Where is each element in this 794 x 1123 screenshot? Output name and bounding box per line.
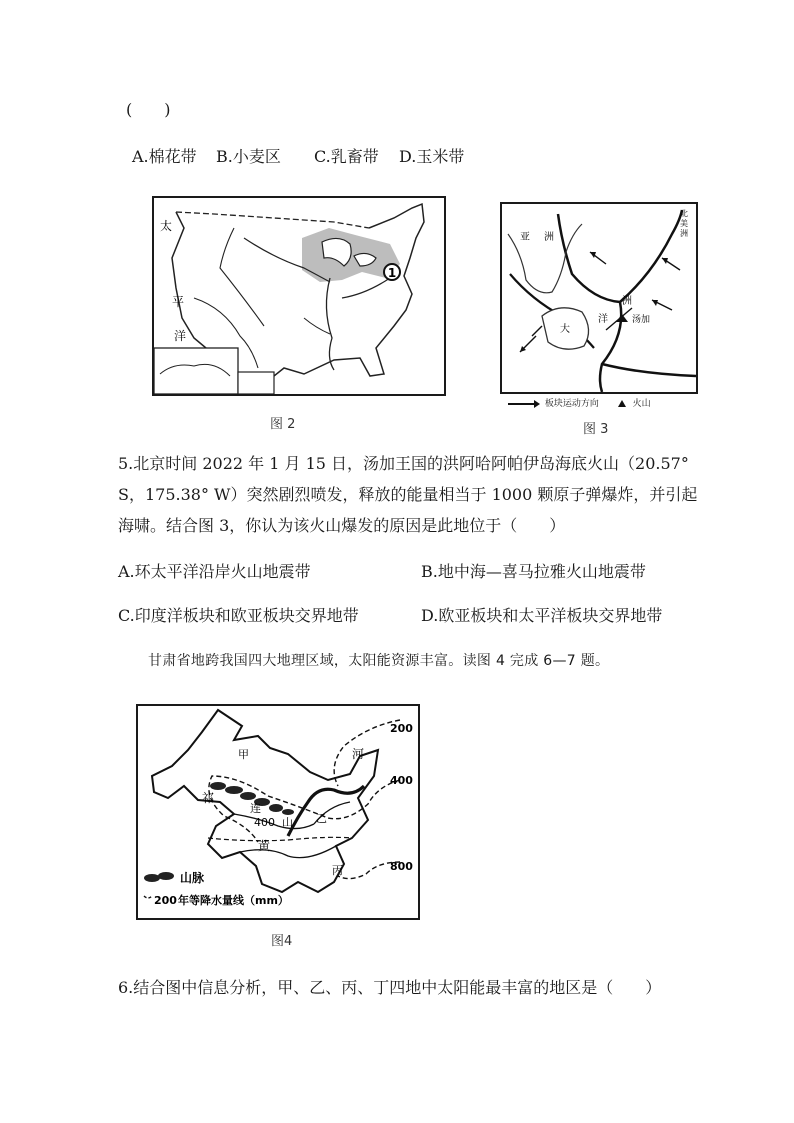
legend-volcano: 火山 [632, 399, 651, 409]
figure-4-gansu-map [136, 704, 420, 920]
q5-line-1: 5.北京时间 2022 年 1 月 15 日，汤加王国的洪阿哈阿帕伊岛海底火山（20.57° [118, 454, 689, 473]
label-oceania-1: 洲 [622, 296, 632, 307]
q5-option-d: D.欧亚板块和太平洋板块交界地带 [421, 606, 663, 625]
figure-4-caption: 图4 [271, 934, 293, 949]
legend-isohyet-text: 年等降水量线（mm） [178, 894, 289, 907]
section-intro: 甘肃省地跨我国四大地理区域，太阳能资源丰富。读图 4 完成 6—7 题。 [148, 653, 610, 669]
label-yang: 洋 [174, 329, 187, 343]
label-oceania-2: 大 [560, 324, 570, 335]
label-oceania-3: 洋 [598, 314, 608, 325]
label-qi: 祁 [202, 791, 215, 805]
label-ping: 平 [172, 295, 185, 309]
plate-motion-arrow-icon [508, 403, 536, 405]
label-yi: 乙 [316, 812, 327, 825]
legend-plate-motion: 板块运动方向 [544, 399, 599, 409]
label-iso400-b: 400 [254, 816, 275, 829]
gansu-map-drawing [138, 706, 418, 918]
label-tai: 太 [160, 219, 173, 233]
label-na-1: 北 [680, 209, 688, 218]
label-asia-1: 亚 [520, 232, 530, 243]
figure-2-usa-map [152, 196, 446, 396]
figure-3-plate-map [500, 202, 698, 394]
legend-mountain: 山脉 [180, 871, 205, 885]
figure-2-caption: 图 2 [270, 417, 296, 432]
legend-isohyet-value: 200 [154, 894, 177, 907]
figure-3-legend [508, 396, 698, 410]
q4-answer-blank: ( ) [126, 100, 171, 119]
label-tonga: 汤加 [632, 315, 651, 325]
q5-line-3: 海啸。结合图 3，你认为该火山爆发的原因是此地位于（ ） [118, 516, 566, 535]
label-bing: 丙 [332, 864, 343, 877]
label-he: 河 [352, 747, 365, 761]
usa-map-drawing [154, 198, 444, 394]
plate-map-drawing [502, 204, 696, 392]
label-shan: 山 [282, 816, 293, 829]
q4-option-c: C.乳畜带 [314, 147, 379, 166]
q4-option-b: B.小麦区 [216, 147, 281, 166]
q4-option-d: D.玉米带 [399, 147, 465, 166]
q4-option-a: A.棉花带 [132, 147, 197, 166]
label-iso400-a: 400 [390, 774, 413, 787]
q5-option-c: C.印度洋板块和欧亚板块交界地带 [118, 606, 359, 625]
label-lian: 连 [250, 802, 261, 815]
figure-3-caption: 图 3 [583, 422, 609, 437]
volcano-icon [618, 400, 626, 407]
q6-text: 6.结合图中信息分析，甲、乙、丙、丁四地中太阳能最丰富的地区是（ ） [118, 978, 662, 997]
label-iso800: 800 [390, 860, 413, 873]
marker-1-label: 1 [387, 266, 397, 280]
label-jia: 甲 [238, 748, 249, 761]
label-na-3: 洲 [680, 229, 688, 238]
label-asia-2: 洲 [544, 232, 554, 243]
q5-line-2: S，175.38° W）突然剧烈喷发，释放的能量相当于 1000 颗原子弹爆炸，并引起 [118, 485, 698, 504]
label-huang: 黄 [258, 839, 271, 853]
label-iso200: 200 [390, 722, 413, 735]
label-na-2: 美 [680, 219, 688, 228]
q5-option-b: B.地中海—喜马拉雅火山地震带 [421, 562, 646, 581]
isohyet-icon [144, 896, 152, 898]
mountain-icon [144, 872, 174, 882]
q5-option-a: A.环太平洋沿岸火山地震带 [118, 562, 311, 581]
